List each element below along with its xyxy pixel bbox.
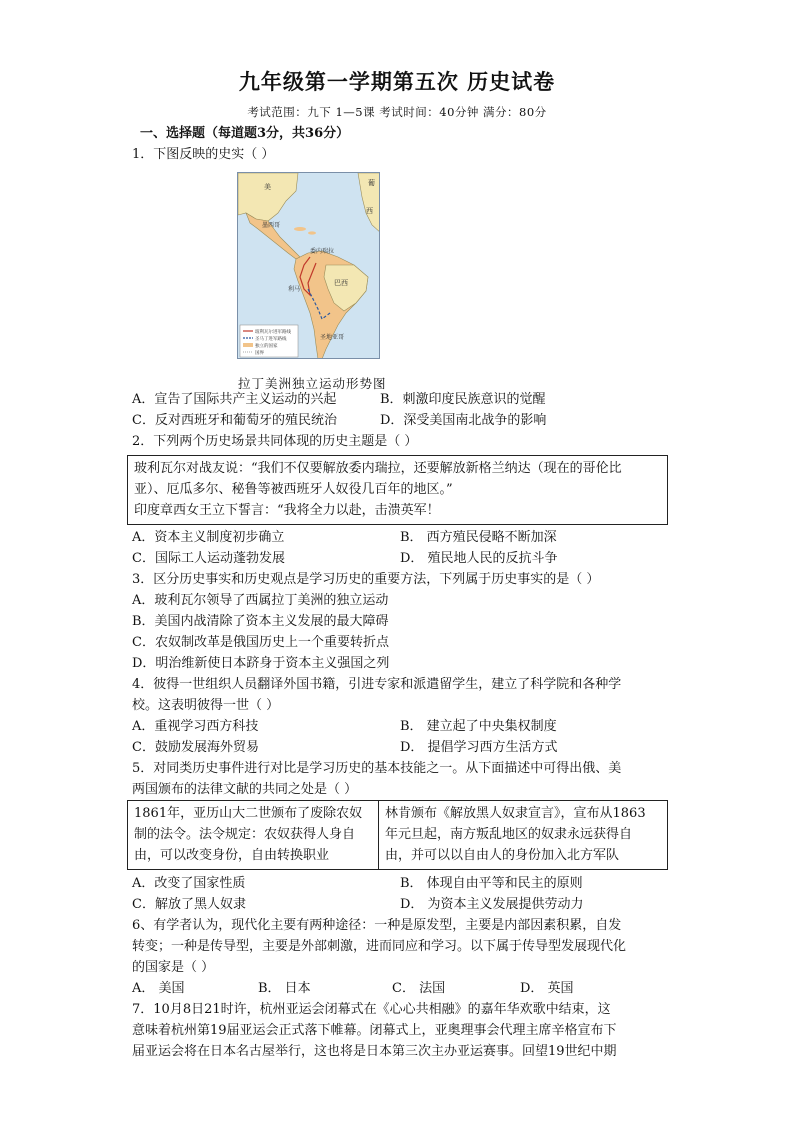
q2-option-d[interactable]: D． 殖民地人民的反抗斗争: [400, 551, 558, 566]
q7-stem-line-2: 意味着杭州第19届亚运会正式落下帷幕。闭幕式上，亚奥理事会代理主席辛格宣布下: [132, 1023, 617, 1038]
q5-left-line-1: 1861年，亚历山大二世颁布了废除农奴: [134, 806, 363, 821]
map-label-brazil: 巴西: [334, 279, 348, 287]
q4-option-a[interactable]: A．重视学习西方科技: [132, 719, 259, 734]
legend-text-2: 圣马丁进军路线: [255, 337, 287, 342]
q6-stem-line-3: 的国家是（ ）: [132, 960, 215, 975]
q1-option-d[interactable]: D．深受美国南北战争的影响: [380, 413, 547, 428]
q5-left-line-2: 制的法令。法令规定：农奴获得人身自: [134, 827, 356, 842]
legend-text-3: 独立的国家: [255, 344, 278, 349]
q5-left-cell: [127, 800, 379, 870]
map-label: 美: [264, 183, 271, 191]
q4-option-b[interactable]: B． 建立起了中央集权制度: [400, 719, 557, 734]
legend-text-1: 玻利瓦尔进军路线: [255, 330, 291, 335]
q3-option-b[interactable]: B．美国内战清除了资本主义发展的最大障碍: [132, 614, 389, 629]
q1-stem: 1．下图反映的史实（ ）: [132, 147, 275, 162]
q5-stem-line-2: 两国颁布的法律文献的共同之处是（ ）: [132, 782, 358, 797]
q2-option-a[interactable]: A．资本主义制度初步确立: [132, 530, 285, 545]
q7-stem-line-3: 届亚运会将在日本名古屋举行，这也将是日本第三次主办亚运赛事。回望19世纪中期: [132, 1044, 617, 1059]
map-caribbean-1: [294, 227, 306, 231]
q5-option-a[interactable]: A．改变了国家性质: [132, 876, 246, 891]
legend-text-4: 国界: [255, 351, 264, 356]
q4-stem-line-1: 4．彼得一世组织人员翻译外国书籍，引进专家和派遣留学生，建立了科学院和各种学: [132, 677, 622, 692]
q5-stem-line-1: 5．对同类历史事件进行对比是学习历史的基本技能之一。从下面描述中可得出俄、美: [132, 761, 622, 776]
q1-option-b[interactable]: B．刺激印度民族意识的觉醒: [380, 392, 546, 407]
latin-america-map: [237, 172, 380, 359]
q2-quote-line-2: 亚）、厄瓜多尔、秘鲁等被西班牙人奴役几百年的地区。”: [134, 482, 453, 497]
map-label-santiago: 圣地亚哥: [320, 334, 345, 341]
q6-stem-line-1: 6、有学者认为，现代化主要有两种途径：一种是原发型，主要是内部因素积累，自发: [132, 918, 622, 933]
q3-option-c[interactable]: C．农奴制改革是俄国历史上一个重要转折点: [132, 635, 389, 650]
q5-right-line-3: 由，并可以以自由人的身份加入北方军队: [385, 848, 620, 863]
legend-fill: [243, 343, 253, 347]
q5-right-line-2: 年元旦起，南方叛乱地区的奴隶永远获得自: [385, 827, 633, 842]
section-heading: 一、选择题（每道题3分，共36分）: [140, 126, 350, 141]
q1-option-a[interactable]: A．宣告了国际共产主义运动的兴起: [132, 392, 337, 407]
q6-stem-line-2: 转变；一种是传导型，主要是外部刺激，进而同应和学习。以下属于传导型发展现代化: [132, 939, 627, 954]
map-label-venezuela: 委内瑞拉: [310, 248, 335, 255]
q5-option-d[interactable]: D． 为资本主义发展提供劳动力: [400, 897, 584, 912]
map-label-portugal: 葡: [368, 179, 375, 187]
q6-option-c[interactable]: C． 法国: [392, 981, 446, 996]
q2-quote-line-3: 印度章西女王立下誓言：“我将全力以赴，击溃英军！: [134, 503, 440, 518]
exam-info: 考试范围：九下 1—5课 考试时间：40分钟 满分：80分: [247, 105, 547, 119]
q6-option-b[interactable]: B． 日本: [258, 981, 311, 996]
page-title: 九年级第一学期第五次 历史试卷: [238, 69, 556, 94]
map-label-mexico: 墨西哥: [262, 222, 281, 229]
q2-quote-line-1: 玻利瓦尔对战友说：“我们不仅要解放委内瑞拉，还要解放新格兰纳达（现在的哥伦比: [134, 461, 622, 476]
q5-option-c[interactable]: C．解放了黑人奴隶: [132, 897, 246, 912]
q2-option-c[interactable]: C．国际工人运动蓬勃发展: [132, 551, 285, 566]
q7-stem-line-1: 7．10月8日21时许，杭州亚运会闭幕式在《心心共相融》的嘉年华欢歌中结束，这: [132, 1002, 611, 1017]
q4-option-c[interactable]: C．鼓励发展海外贸易: [132, 740, 259, 755]
q5-left-line-3: 由，可以改变身份，自由转换职业: [134, 848, 330, 863]
map-label-spain: 西: [366, 207, 373, 215]
q3-option-d[interactable]: D．明治维新使日本跻身于资本主义强国之列: [132, 656, 390, 671]
map-caribbean-2: [308, 231, 316, 234]
q4-stem-line-2: 校。这表明彼得一世（ ）: [132, 698, 280, 713]
q5-right-line-1: 林肯颁布《解放黑人奴隶宣言》，宣布从1863: [385, 806, 646, 821]
q5-right-cell: [378, 800, 668, 870]
q6-option-d[interactable]: D． 英国: [520, 981, 574, 996]
q2-quote-box: [127, 455, 668, 525]
map-caption: 拉丁美洲独立运动形势图: [238, 376, 387, 391]
q5-option-b[interactable]: B． 体现自由平等和民主的原则: [400, 876, 583, 891]
q3-option-a[interactable]: A．玻利瓦尔领导了西属拉丁美洲的独立运动: [132, 593, 389, 608]
q4-option-d[interactable]: D． 提倡学习西方生活方式: [400, 740, 558, 755]
q6-option-a[interactable]: A． 美国: [132, 981, 185, 996]
q2-option-b[interactable]: B． 西方殖民侵略不断加深: [400, 530, 557, 545]
q1-option-c[interactable]: C．反对西班牙和葡萄牙的殖民统治: [132, 413, 337, 428]
q3-stem: 3．区分历史事实和历史观点是学习历史的重要方法，下列属于历史事实的是（ ）: [132, 572, 600, 587]
q2-stem: 2．下列两个历史场景共同体现的历史主题是（ ）: [132, 434, 418, 449]
map-label-lima: 利马: [288, 286, 301, 293]
